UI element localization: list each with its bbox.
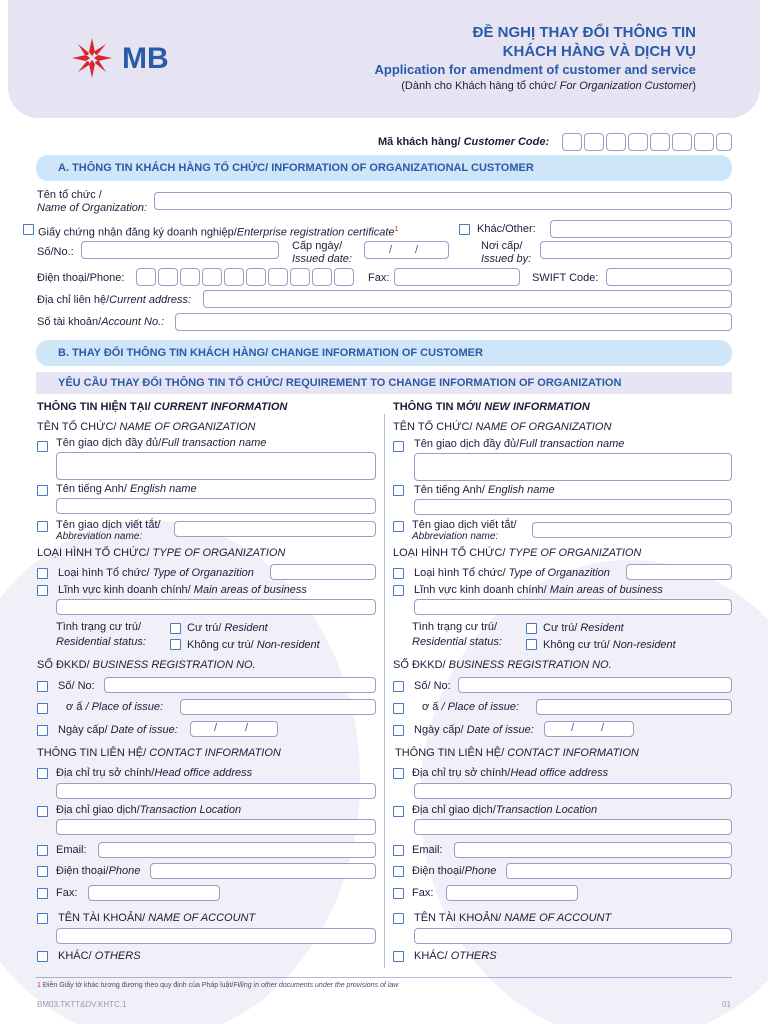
type-checkbox[interactable] <box>37 568 48 579</box>
phone-cell[interactable] <box>224 268 244 286</box>
new-head-office-label: Địa chỉ trụ sở chính/Head office address <box>412 767 609 779</box>
org-name-field[interactable] <box>154 192 732 210</box>
full-name-field[interactable] <box>56 452 376 480</box>
new-account-name-label: TÊN TÀI KHOẢN/ NAME OF ACCOUNT <box>414 912 612 924</box>
others-label: KHÁC/ OTHERS <box>58 950 141 962</box>
phone-b-field[interactable] <box>150 863 376 879</box>
new-full-name-label: Tên giao dịch đầy đủ/Full transaction name <box>414 438 625 450</box>
type-subhead: LOẠI HÌNH TỔ CHỨC/ TYPE OF ORGANIZATION <box>393 547 642 559</box>
mb-logo <box>70 36 190 78</box>
org-name-subhead: TÊN TỔ CHỨC/ NAME OF ORGANIZATION <box>37 421 256 433</box>
new-fax-label: Fax: <box>412 887 434 899</box>
residential-label: Tình trạng cư trú/ Residential status: <box>56 621 146 648</box>
customer-code-cell[interactable] <box>628 133 648 151</box>
abbreviation-label: Tên giao dịch viết tắt/ Abbreviation name: <box>56 519 161 542</box>
new-residential-label: Tình trạng cư trú/ Residential status: <box>412 621 502 648</box>
english-name-checkbox[interactable] <box>37 485 48 496</box>
new-brn-no-label: Số/ No: <box>414 680 451 692</box>
other-label: Khác/Other: <box>477 223 536 235</box>
resident-label: Cư trú/ Resident <box>187 622 268 634</box>
areas-label: Lĩnh vực kinh doanh chính/ Main areas of business <box>58 584 307 596</box>
account-name-label: TÊN TÀI KHOẢN/ NAME OF ACCOUNT <box>58 912 256 924</box>
requirement-bar: YÊU CẦU THAY ĐỔI THÔNG TIN TỔ CHỨC/ REQUIREMENT TO CHANGE INFORMATION OF ORGANIZATION <box>36 372 732 394</box>
brn-no-checkbox[interactable] <box>37 681 48 692</box>
phone-b-checkbox[interactable] <box>37 866 48 877</box>
contact-subhead: THÔNG TIN LIÊN HỆ/ CONTACT INFORMATION <box>395 747 639 759</box>
new-email-label: Email: <box>412 844 443 856</box>
fax-field[interactable] <box>394 268 520 286</box>
new-date-label: Ngày cấp/ Date of issue: <box>414 724 534 736</box>
section-b-header: B. THAY ĐỔI THÔNG TIN KHÁCH HÀNG/ CHANGE INFORMATION OF CUSTOMER <box>36 340 732 366</box>
customer-code-label: Mã khách hàng/ Customer Code: <box>378 136 550 148</box>
new-transaction-checkbox[interactable] <box>393 806 404 817</box>
new-email-field[interactable] <box>454 842 732 858</box>
new-transaction-label: Địa chỉ giao dịch/Transaction Location <box>412 804 598 816</box>
areas-checkbox[interactable] <box>37 585 48 596</box>
customer-code-cell[interactable] <box>672 133 692 151</box>
star-logo-icon <box>70 36 114 80</box>
areas-field[interactable] <box>56 599 376 615</box>
address-label: Địa chỉ liên hệ/Current address: <box>37 294 192 306</box>
fax-label: Fax: <box>368 272 390 284</box>
date-field[interactable] <box>190 721 278 737</box>
resident-checkbox[interactable] <box>170 623 181 634</box>
org-name-subhead: TÊN TỔ CHỨC/ NAME OF ORGANIZATION <box>393 421 612 433</box>
phone-b-label: Điện thoại/Phone <box>56 865 141 877</box>
new-english-name-label: Tên tiếng Anh/ English name <box>414 484 555 496</box>
customer-code-cell[interactable] <box>650 133 670 151</box>
head-office-label: Địa chỉ trụ sở chính/Head office address <box>56 767 253 779</box>
new-place-field[interactable] <box>536 699 732 715</box>
date-checkbox[interactable] <box>37 725 48 736</box>
new-brn-no-field[interactable] <box>458 677 732 693</box>
new-type-label: Loại hình Tổ chức/ Type of Organazition <box>414 567 610 579</box>
new-account-name-checkbox[interactable] <box>393 913 404 924</box>
new-type-checkbox[interactable] <box>393 568 404 579</box>
page-number: 01 <box>722 1000 731 1009</box>
cert-label: Giấy chứng nhận đăng ký doanh nghiệp/Enterprise registration certificate$^1$ <box>38 226 399 239</box>
head-office-field[interactable] <box>56 783 376 799</box>
new-date-checkbox[interactable] <box>393 725 404 736</box>
customer-code-cell[interactable] <box>584 133 604 151</box>
new-account-name-field[interactable] <box>414 928 732 944</box>
abbreviation-field[interactable] <box>174 521 376 537</box>
new-areas-label: Lĩnh vực kinh doanh chính/ Main areas of business <box>414 584 663 596</box>
new-areas-field[interactable] <box>414 599 732 615</box>
transaction-field[interactable] <box>56 819 376 835</box>
issued-date-label: Cấp ngày/ Issued date: <box>292 240 352 265</box>
new-others-label: KHÁC/ OTHERS <box>414 950 497 962</box>
phone-label: Điện thoại/Phone: <box>37 272 125 284</box>
fax-b-checkbox[interactable] <box>37 888 48 899</box>
account-label: Số tài khoản/Account No.: <box>37 316 165 328</box>
section-a-header: A. THÔNG TIN KHÁCH HÀNG TỔ CHỨC/ INFORMATION OF ORGANIZATIONAL CUSTOMER <box>36 155 732 181</box>
account-name-checkbox[interactable] <box>37 913 48 924</box>
new-type-field[interactable] <box>626 564 732 580</box>
footnote: 1 Điền Giấy tờ khác tương đương theo quy định của Pháp luật/Filling in other documents under the provisions of law <box>37 982 399 989</box>
title-english: Application for amendment of customer and service <box>374 62 696 77</box>
email-field[interactable] <box>98 842 376 858</box>
brn-no-label: Số/ No: <box>58 680 95 692</box>
english-name-field[interactable] <box>56 498 376 514</box>
new-english-name-field[interactable] <box>414 499 732 515</box>
phone-cell[interactable] <box>290 268 310 286</box>
fax-b-field[interactable] <box>88 885 220 901</box>
new-place-checkbox[interactable] <box>393 703 404 714</box>
full-name-label: Tên giao dịch đầy đủ/Full transaction name <box>56 437 267 449</box>
phone-cell[interactable] <box>334 268 354 286</box>
contact-subhead: THÔNG TIN LIÊN HỆ/ CONTACT INFORMATION <box>37 747 281 759</box>
address-field[interactable] <box>203 290 732 308</box>
customer-code-cell[interactable] <box>716 133 732 151</box>
no-label: Số/No.: <box>37 246 74 258</box>
account-field[interactable] <box>175 313 732 331</box>
new-phone-label: Điện thoại/Phone <box>412 865 497 877</box>
abbreviation-checkbox[interactable] <box>37 521 48 532</box>
new-email-checkbox[interactable] <box>393 845 404 856</box>
new-fax-checkbox[interactable] <box>393 888 404 899</box>
issued-date-field[interactable] <box>364 241 449 259</box>
new-head-office-checkbox[interactable] <box>393 768 404 779</box>
transaction-label: Địa chỉ giao dịch/Transaction Location <box>56 804 242 816</box>
phone-cell[interactable] <box>202 268 222 286</box>
new-brn-no-checkbox[interactable] <box>393 681 404 692</box>
others-checkbox[interactable] <box>37 951 48 962</box>
new-non-resident-checkbox[interactable] <box>526 639 537 650</box>
new-areas-checkbox[interactable] <box>393 585 404 596</box>
customer-code-cell[interactable] <box>694 133 714 151</box>
new-transaction-field[interactable] <box>414 819 732 835</box>
title-line-2: KHÁCH HÀNG VÀ DỊCH VỤ <box>502 43 696 60</box>
type-subhead: LOẠI HÌNH TỔ CHỨC/ TYPE OF ORGANIZATION <box>37 547 286 559</box>
cert-checkbox[interactable] <box>23 224 34 235</box>
new-abbreviation-label: Tên giao dịch viết tắt/ Abbreviation name: <box>412 519 517 542</box>
account-name-field[interactable] <box>56 928 376 944</box>
no-field[interactable] <box>81 241 279 259</box>
new-full-name-checkbox[interactable] <box>393 441 404 452</box>
org-name-label: Tên tổ chức / Name of Organization: <box>37 189 148 214</box>
place-field[interactable] <box>180 699 376 715</box>
place-checkbox[interactable] <box>37 703 48 714</box>
new-others-checkbox[interactable] <box>393 951 404 962</box>
form-code: BM03.TKTT&DV.KHTC.1 <box>37 1000 127 1009</box>
footer-divider <box>36 977 732 978</box>
place-label: ơ ấ / Place of issue: <box>66 701 164 713</box>
new-info-header: THÔNG TIN MỚI/ NEW INFORMATION <box>393 401 590 413</box>
new-fax-field[interactable] <box>446 885 578 901</box>
new-phone-field[interactable] <box>506 863 732 879</box>
phone-cell[interactable] <box>312 268 332 286</box>
english-name-label: Tên tiếng Anh/ English name <box>56 483 197 495</box>
new-abbreviation-checkbox[interactable] <box>393 521 404 532</box>
current-info-header: THÔNG TIN HIỆN TẠI/ CURRENT INFORMATION <box>37 401 288 413</box>
swift-label: SWIFT Code: <box>532 272 599 284</box>
head-office-checkbox[interactable] <box>37 768 48 779</box>
brn-no-field[interactable] <box>104 677 376 693</box>
title-line-1: ĐỀ NGHỊ THAY ĐỔI THÔNG TIN <box>472 24 696 41</box>
issued-by-field[interactable] <box>540 241 732 259</box>
full-name-checkbox[interactable] <box>37 441 48 452</box>
new-english-name-checkbox[interactable] <box>393 485 404 496</box>
transaction-checkbox[interactable] <box>37 806 48 817</box>
issued-by-label: Nơi cấp/ Issued by: <box>481 240 532 265</box>
new-place-label: ơ ấ / Place of issue: <box>422 701 520 713</box>
customer-code-cell[interactable] <box>606 133 626 151</box>
type-label: Loại hình Tổ chức/ Type of Organazition <box>58 567 254 579</box>
phone-cell[interactable] <box>158 268 178 286</box>
title-subtitle: (Dành cho Khách hàng tổ chức/ For Organization Customer) <box>401 80 696 92</box>
customer-code-cell[interactable] <box>562 133 582 151</box>
fax-b-label: Fax: <box>56 887 78 899</box>
non-resident-checkbox[interactable] <box>170 639 181 650</box>
phone-cell[interactable] <box>246 268 266 286</box>
phone-cell[interactable] <box>180 268 200 286</box>
phone-cell[interactable] <box>268 268 288 286</box>
swift-field[interactable] <box>606 268 732 286</box>
type-field[interactable] <box>270 564 376 580</box>
new-non-resident-label: Không cư trú/ Non-resident <box>543 639 676 651</box>
non-resident-label: Không cư trú/ Non-resident <box>187 639 320 651</box>
other-field[interactable] <box>550 220 732 238</box>
new-resident-label: Cư trú/ Resident <box>543 622 624 634</box>
new-head-office-field[interactable] <box>414 783 732 799</box>
other-checkbox[interactable] <box>459 224 470 235</box>
email-checkbox[interactable] <box>37 845 48 856</box>
phone-cell[interactable] <box>136 268 156 286</box>
date-label: Ngày cấp/ Date of issue: <box>58 724 178 736</box>
brn-subhead: SỐ ĐKKD/ BUSINESS REGISTRATION NO. <box>37 659 256 671</box>
new-date-field[interactable] <box>544 721 634 737</box>
email-label: Email: <box>56 844 87 856</box>
new-full-name-field[interactable] <box>414 453 732 481</box>
new-abbreviation-field[interactable] <box>532 522 732 538</box>
brn-subhead: SỐ ĐKKD/ BUSINESS REGISTRATION NO. <box>393 659 612 671</box>
brand-name: MB <box>122 42 169 75</box>
column-divider <box>384 414 385 968</box>
new-resident-checkbox[interactable] <box>526 623 537 634</box>
new-phone-checkbox[interactable] <box>393 866 404 877</box>
